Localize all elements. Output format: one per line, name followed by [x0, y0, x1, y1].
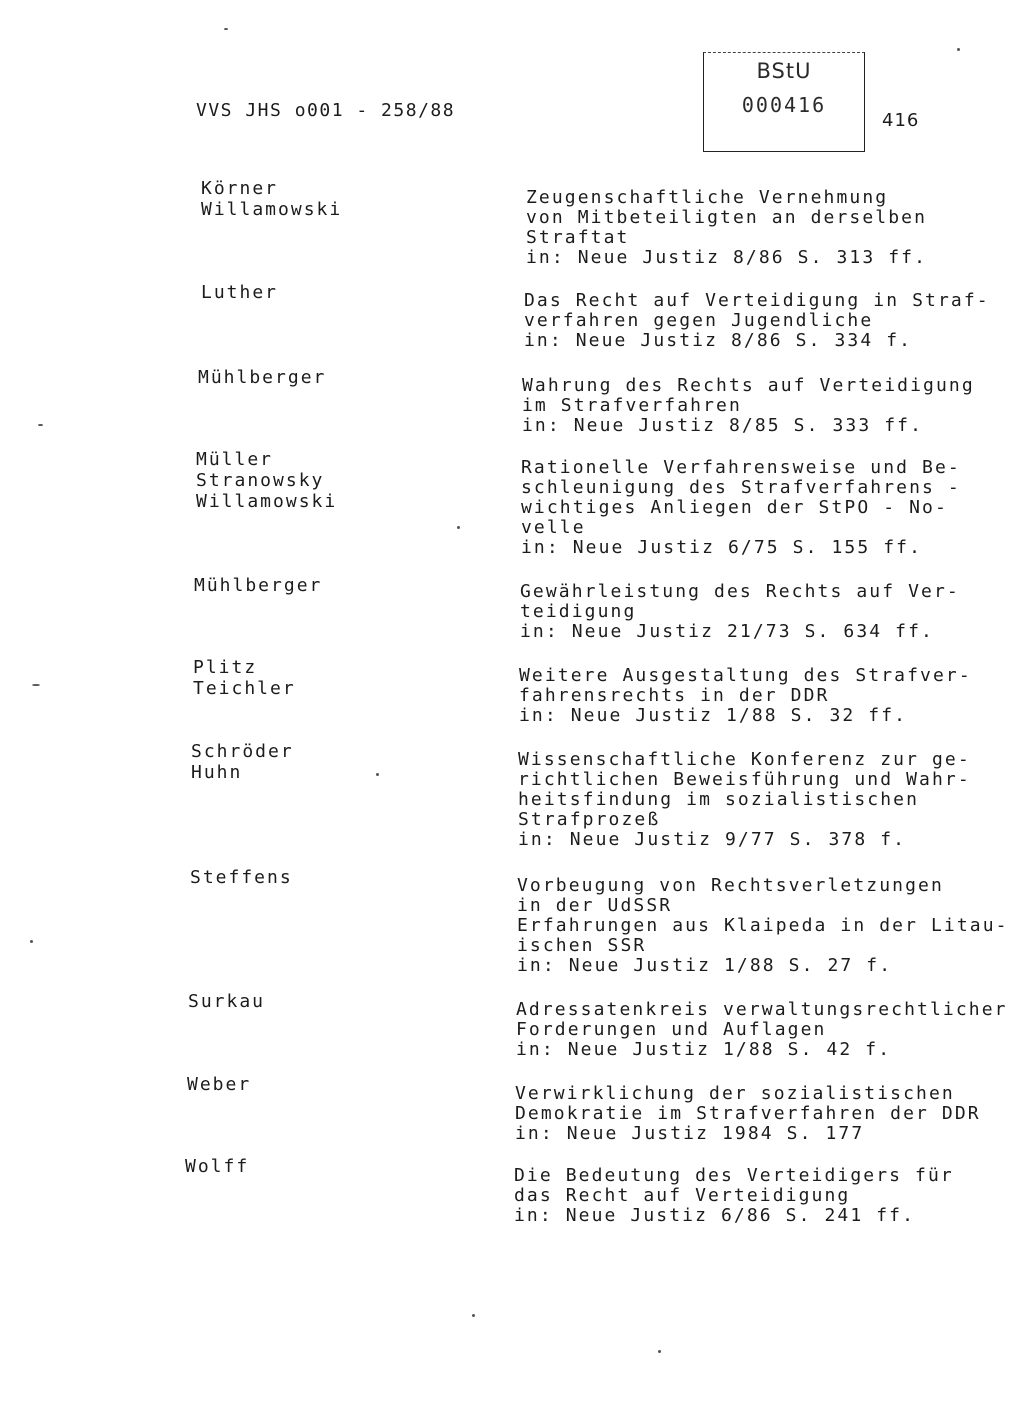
- entry-citation: [522, 376, 1002, 436]
- entry-citation: [516, 999, 1008, 1060]
- author-name: Weber: [187, 1074, 252, 1095]
- citation-line: in: Neue Justiz 1/88 S. 32 ff.: [519, 705, 908, 726]
- citation-line: Rationelle Verfahrensweise und Be-: [521, 457, 961, 478]
- scan-speck: [376, 773, 379, 776]
- entry-authors: [190, 867, 490, 888]
- author-name: Surkau: [188, 991, 266, 1012]
- scan-speck: [957, 48, 960, 51]
- citation-line: Verwirklichung der sozialistischen: [515, 1083, 955, 1104]
- stamp-number: 000416: [741, 93, 827, 117]
- page-number: 416: [882, 110, 920, 131]
- scan-speck: [32, 684, 40, 686]
- entry-authors: [188, 991, 488, 1012]
- entry-authors: [191, 741, 491, 783]
- scan-speck: [224, 28, 228, 30]
- citation-line: velle: [521, 517, 586, 538]
- author-name: Wolff: [185, 1156, 250, 1177]
- citation-line: in: Neue Justiz 1/88 S. 42 f.: [516, 1039, 892, 1060]
- citation-line: Adressatenkreis verwaltungsrechtlicher: [516, 999, 1008, 1020]
- scan-speck: [457, 526, 460, 529]
- author-name: Müller: [196, 449, 274, 470]
- entry-authors: [185, 1156, 485, 1177]
- citation-line: Demokratie im Strafverfahren der DDR: [515, 1103, 981, 1124]
- entry-citation: [515, 1084, 995, 1144]
- citation-line: verfahren gegen Jugendliche: [524, 310, 874, 331]
- citation-line: Zeugenschaftliche Vernehmung: [526, 187, 889, 208]
- entry-authors: [201, 178, 501, 220]
- citation-line: in: Neue Justiz 9/77 S. 378 f.: [518, 829, 907, 850]
- entry-authors: [194, 575, 494, 596]
- entry-citation: [518, 750, 998, 850]
- entry-citation: [526, 188, 1006, 268]
- citation-line: fahrensrechts in der DDR: [519, 685, 830, 706]
- citation-line: in der UdSSR: [517, 895, 673, 916]
- entry-citation: [519, 666, 999, 726]
- scan-speck: [472, 1314, 475, 1317]
- citation-line: in: Neue Justiz 6/86 S. 241 ff.: [514, 1205, 916, 1226]
- citation-line: in: Neue Justiz 8/85 S. 333 ff.: [522, 415, 924, 436]
- author-name: Mühlberger: [194, 575, 323, 596]
- entry-authors: [198, 367, 498, 388]
- document-reference: VVS JHS o001 - 258/88: [196, 100, 456, 121]
- author-name: Plitz: [193, 657, 258, 678]
- archive-stamp: [703, 52, 865, 152]
- citation-line: Forderungen und Auflagen: [516, 1019, 827, 1040]
- author-name: Steffens: [190, 867, 293, 888]
- citation-line: in: Neue Justiz 8/86 S. 334 f.: [524, 330, 913, 351]
- citation-line: Wissenschaftliche Konferenz zur ge-: [518, 749, 971, 770]
- entry-citation: [517, 875, 1009, 976]
- citation-line: Die Bedeutung des Verteidigers für: [514, 1165, 954, 1186]
- author-name: Mühlberger: [198, 367, 327, 388]
- citation-line: Das Recht auf Verteidigung in Straf-: [524, 290, 990, 311]
- citation-line: Vorbeugung von Rechtsverletzungen: [517, 875, 944, 896]
- citation-line: Wahrung des Rechts auf Verteidigung: [522, 375, 975, 396]
- entry-authors: [187, 1074, 487, 1095]
- entry-authors: [201, 282, 501, 303]
- citation-line: Weitere Ausgestaltung des Strafver-: [519, 665, 972, 686]
- entry-authors: [196, 449, 496, 512]
- citation-line: in: Neue Justiz 1/88 S. 27 f.: [517, 955, 893, 976]
- citation-line: in: Neue Justiz 1984 S. 177: [515, 1123, 865, 1144]
- entry-citation: [521, 458, 1001, 558]
- author-name: Luther: [201, 282, 279, 303]
- citation-line: das Recht auf Verteidigung: [514, 1185, 851, 1206]
- citation-line: schleunigung des Strafverfahrens -: [521, 477, 961, 498]
- author-name: Huhn: [191, 762, 243, 783]
- citation-line: Strafprozeß: [518, 809, 661, 830]
- citation-line: richtlichen Beweisführung und Wahr-: [518, 769, 971, 790]
- author-name: Schröder: [191, 741, 294, 762]
- citation-line: ischen SSR: [517, 935, 647, 956]
- entry-citation: [524, 291, 1004, 351]
- citation-line: Gewährleistung des Rechts auf Ver-: [520, 581, 960, 602]
- scan-speck: [38, 424, 43, 426]
- entry-authors: [193, 657, 493, 699]
- entry-citation: [514, 1166, 994, 1226]
- citation-line: Straftat: [526, 227, 630, 248]
- citation-line: wichtiges Anliegen der StPO - No-: [521, 497, 948, 518]
- citation-line: in: Neue Justiz 6/75 S. 155 ff.: [521, 537, 923, 558]
- entry-citation: [520, 582, 1000, 642]
- author-name: Teichler: [193, 678, 296, 699]
- author-name: Willamowski: [196, 491, 338, 512]
- scan-speck: [658, 1350, 661, 1353]
- citation-line: im Strafverfahren: [522, 395, 742, 416]
- citation-line: in: Neue Justiz 21/73 S. 634 ff.: [520, 621, 934, 642]
- stamp-label: BStU: [756, 59, 812, 83]
- author-name: Körner: [201, 178, 279, 199]
- scan-speck: [30, 940, 33, 943]
- author-name: Willamowski: [201, 199, 343, 220]
- citation-line: in: Neue Justiz 8/86 S. 313 ff.: [526, 247, 928, 268]
- citation-line: Erfahrungen aus Klaipeda in der Litau-: [517, 915, 1009, 936]
- author-name: Stranowsky: [196, 470, 325, 491]
- citation-line: von Mitbeteiligten an derselben: [526, 207, 928, 228]
- citation-line: teidigung: [520, 601, 637, 622]
- citation-line: heitsfindung im sozialistischen: [518, 789, 920, 810]
